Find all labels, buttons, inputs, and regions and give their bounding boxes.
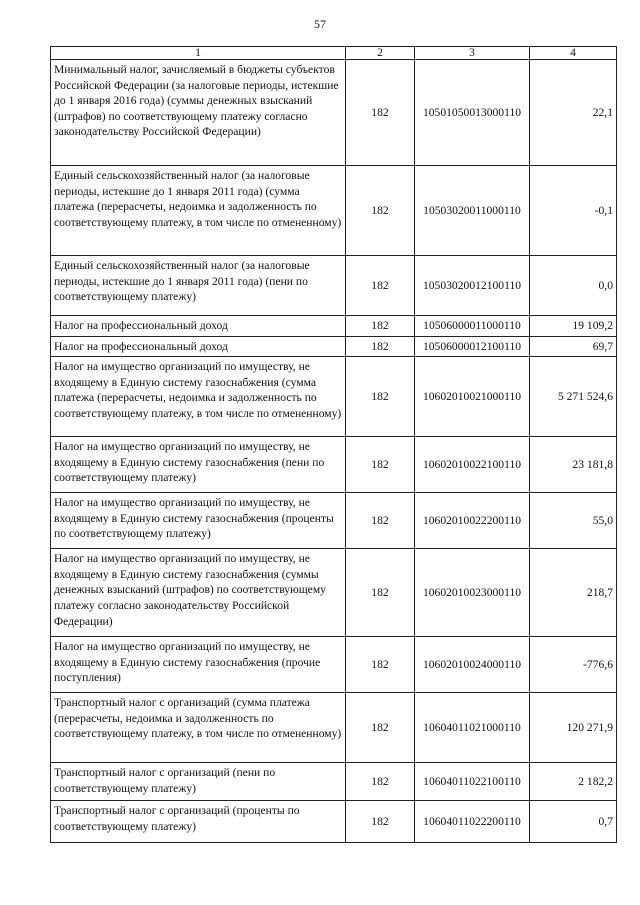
table-row xyxy=(51,166,617,256)
row-budget-code: 10506000012100110 xyxy=(415,336,530,357)
row-amount: 5 271 524,6 xyxy=(530,357,617,437)
table-row xyxy=(51,763,617,801)
row-admin-code: 182 xyxy=(346,763,415,801)
table-row xyxy=(51,493,617,549)
table-row xyxy=(51,256,617,316)
row-admin-code: 182 xyxy=(346,437,415,493)
row-amount: 22,1 xyxy=(530,60,617,166)
table-row xyxy=(51,637,617,693)
table-row xyxy=(51,316,617,337)
row-name: Минимальный налог, зачисляемый в бюджеты субъектов Российской Федерации (за налоговые периоды, истекшие до 1 января 2016 года) (суммы денежных взысканий (штрафов) по соответствующему платежу согласно законодательству Российской Федерации) xyxy=(51,60,346,166)
row-amount: -776,6 xyxy=(530,637,617,693)
row-name: Налог на имущество организаций по имуществу, не входящему в Единую систему газоснабжения (сумма платежа (перерасчеты, недоимка и задолженность по соответствующему платежу, в том числе по отмененному) xyxy=(51,357,346,437)
row-budget-code: 10602010024000110 xyxy=(415,637,530,693)
row-budget-code: 10602010022200110 xyxy=(415,493,530,549)
row-name: Налог на имущество организаций по имуществу, не входящему в Единую систему газоснабжения (прочие поступления) xyxy=(51,637,346,693)
row-budget-code: 10602010023000110 xyxy=(415,549,530,637)
row-budget-code: 10503020012100110 xyxy=(415,256,530,316)
table-row xyxy=(51,801,617,843)
row-budget-code: 10503020011000110 xyxy=(415,166,530,256)
row-budget-code: 10604011022200110 xyxy=(415,801,530,843)
row-budget-code: 10602010021000110 xyxy=(415,357,530,437)
row-amount: 120 271,9 xyxy=(530,693,617,763)
row-admin-code: 182 xyxy=(346,493,415,549)
row-name: Транспортный налог с организаций (сумма платежа (перерасчеты, недоимка и задолженность по соответствующему платежу, в том числе по отмененному) xyxy=(51,693,346,763)
row-amount: 23 181,8 xyxy=(530,437,617,493)
row-admin-code: 182 xyxy=(346,60,415,166)
row-budget-code: 10602010022100110 xyxy=(415,437,530,493)
row-name: Транспортный налог с организаций (проценты по соответствующему платежу) xyxy=(51,801,346,843)
row-name: Единый сельскохозяйственный налог (за налоговые периоды, истекшие до 1 января 2011 года) (сумма платежа (перерасчеты, недоимка и задолженность по соответствующему платежу, в том числе по отмененному) xyxy=(51,166,346,256)
header-col-4: 4 xyxy=(530,47,617,60)
row-admin-code: 182 xyxy=(346,637,415,693)
row-admin-code: 182 xyxy=(346,801,415,843)
row-amount: 55,0 xyxy=(530,493,617,549)
table-row xyxy=(51,60,617,166)
row-name: Налог на профессиональный доход xyxy=(51,316,346,337)
row-amount: 2 182,2 xyxy=(530,763,617,801)
row-admin-code: 182 xyxy=(346,549,415,637)
row-admin-code: 182 xyxy=(346,256,415,316)
header-col-3: 3 xyxy=(415,47,530,60)
row-name: Налог на имущество организаций по имуществу, не входящему в Единую систему газоснабжения (проценты по соответствующему платежу) xyxy=(51,493,346,549)
row-budget-code: 10506000011000110 xyxy=(415,316,530,337)
table-row xyxy=(51,549,617,637)
table-row xyxy=(51,437,617,493)
row-name: Единый сельскохозяйственный налог (за налоговые периоды, истекшие до 1 января 2011 года) (пени по соответствующему платежу) xyxy=(51,256,346,316)
revenue-table xyxy=(50,46,617,843)
row-name: Налог на имущество организаций по имуществу, не входящему в Единую систему газоснабжения (суммы денежных взысканий (штрафов) по соответствующему платежу согласно законодательству Российской Федерации) xyxy=(51,549,346,637)
row-name: Транспортный налог с организаций (пени по соответствующему платежу) xyxy=(51,763,346,801)
row-budget-code: 10604011022100110 xyxy=(415,763,530,801)
row-admin-code: 182 xyxy=(346,357,415,437)
table-row xyxy=(51,693,617,763)
row-admin-code: 182 xyxy=(346,336,415,357)
header-col-1: 1 xyxy=(51,47,346,60)
row-amount: 69,7 xyxy=(530,336,617,357)
row-budget-code: 10501050013000110 xyxy=(415,60,530,166)
row-name: Налог на имущество организаций по имуществу, не входящему в Единую систему газоснабжения (пени по соответствующему платежу) xyxy=(51,437,346,493)
row-amount: 0,7 xyxy=(530,801,617,843)
table-header-row xyxy=(51,47,617,60)
row-amount: 0,0 xyxy=(530,256,617,316)
header-col-2: 2 xyxy=(346,47,415,60)
row-name: Налог на профессиональный доход xyxy=(51,336,346,357)
table-row xyxy=(51,336,617,357)
table-row xyxy=(51,357,617,437)
page-number: 57 xyxy=(314,17,326,31)
row-admin-code: 182 xyxy=(346,316,415,337)
row-amount: 218,7 xyxy=(530,549,617,637)
row-admin-code: 182 xyxy=(346,166,415,256)
row-budget-code: 10604011021000110 xyxy=(415,693,530,763)
row-admin-code: 182 xyxy=(346,693,415,763)
row-amount: -0,1 xyxy=(530,166,617,256)
row-amount: 19 109,2 xyxy=(530,316,617,337)
